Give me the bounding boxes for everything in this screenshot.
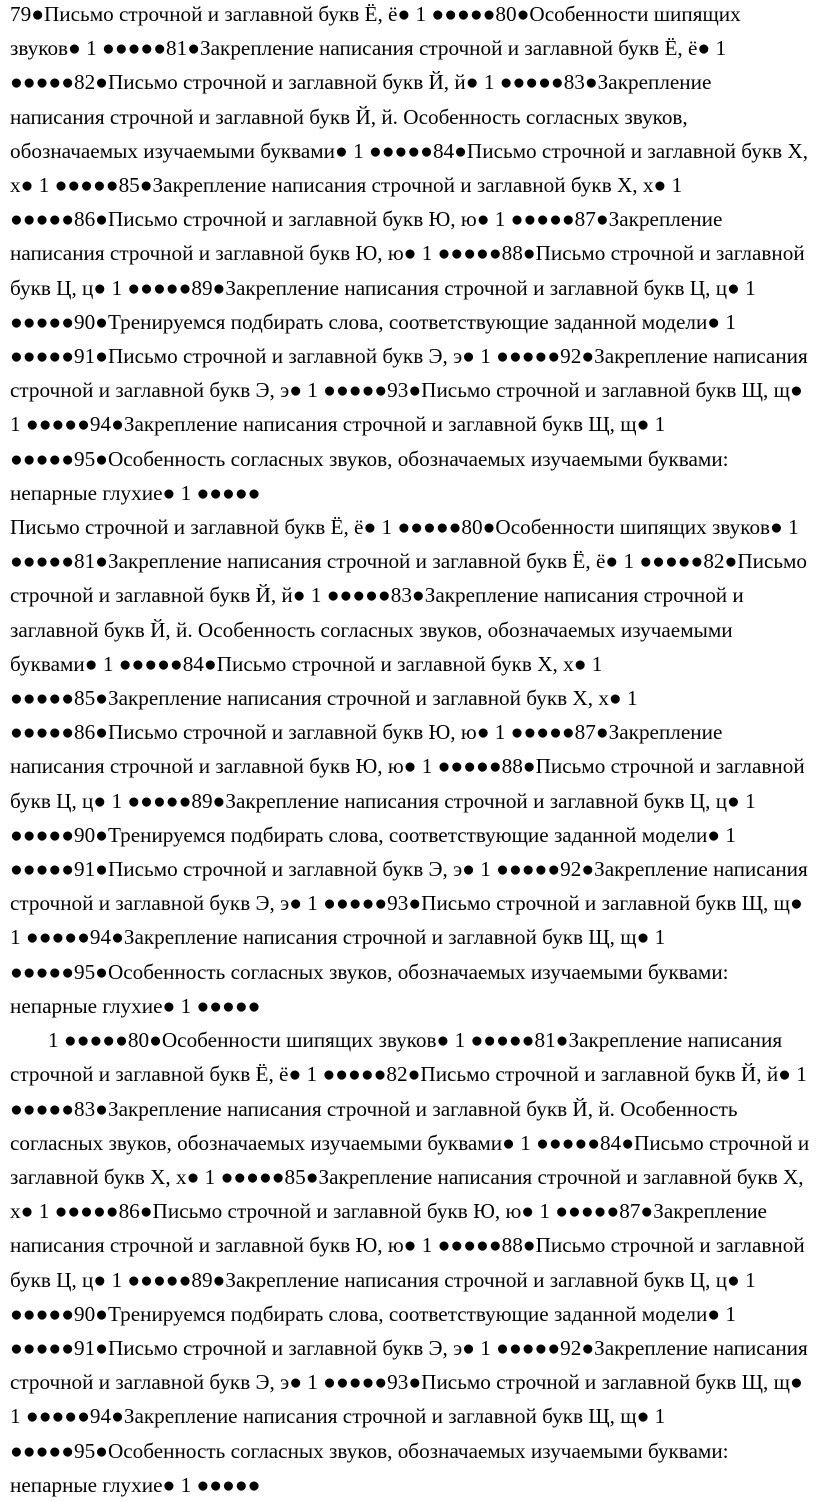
lesson-list-paragraph-3-text: 1 ●●●●●80●Особенности шипящих звуков● 1 ●●●●●81●Закрепление написания строчной и заглавной букв Ё, ё● 1 ●●●●●82●Письмо строчной и заглавной букв Й, й● 1 ●●●●●83●Закрепление написания строчной и заглавной букв Й, й. Особенность согласных звуков, обозначаемых изучаемыми буквами● 1 ●●●●●84●Письмо строчной и заглавной букв Х, х● 1 ●●●●●85●Закрепление написания строчной и заглавной букв Х, х● 1 ●●●●●86●Письмо строчной и заглавной букв Ю, ю● 1 ●●●●●87●Закрепление написания строчной и заглавной букв Ю, ю● 1 ●●●●●88●Письмо строчной и заглавной букв Ц, ц● 1 ●●●●●89●Закрепление написания строчной и заглавной букв Ц, ц● 1 ●●●●●90●Тренируемся подбирать слова, соответствующие заданной модели● 1 ●●●●●91●Письмо строчной и заглавной букв Э, э● 1 ●●●●●92●Закрепление написания строчной и заглавной букв Э, э● 1 ●●●●●93●Письмо строчной и заглавной букв Щ, щ● 1 ●●●●●94●Закрепление написания строчной и заглавной букв Щ, щ● 1 ●●●●●95●Особенность согласных звуков, обозначаемых изучаемыми буквами: непарные глухие● 1 ●●●●● [10,1028,810,1497]
lesson-list-paragraph-1: 79●Письмо строчной и заглавной букв Ё, ё● 1 ●●●●●80●Особенности шипящих звуков● 1 ●●●●●81●Закрепление написания строчной и заглавной букв Ё, ё● 1 ●●●●●82●Письмо строчной и заглавной букв Й, й● 1 ●●●●●83●Закрепление написания строчной и заглавной букв Й, й. Особенность согласных звуков, обозначаемых изучаемыми буквами● 1 ●●●●●84●Письмо строчной и заглавной букв Х, х● 1 ●●●●●85●Закрепление написания строчной и заглавной букв Х, х● 1 ●●●●●86●Письмо строчной и заглавной букв Ю, ю● 1 ●●●●●87●Закрепление написания строчной и заглавной букв Ю, ю● 1 ●●●●●88●Письмо строчной и заглавной букв Ц, ц● 1 ●●●●●89●Закрепление написания строчной и заглавной букв Ц, ц● 1 ●●●●●90●Тренируемся подбирать слова, соответствующие заданной модели● 1 ●●●●●91●Письмо строчной и заглавной букв Э, э● 1 ●●●●●92●Закрепление написания строчной и заглавной букв Э, э● 1 ●●●●●93●Письмо строчной и заглавной букв Щ, щ● 1 ●●●●●94●Закрепление написания строчной и заглавной букв Щ, щ● 1 ●●●●●95●Особенность согласных звуков, обозначаемых изучаемыми буквами: непарные глухие● 1 ●●●●● [10,2,809,505]
lesson-list-paragraph-2: Письмо строчной и заглавной букв Ё, ё● 1 ●●●●●80●Особенности шипящих звуков● 1 ●●●●●81●Закрепление написания строчной и заглавной букв Ё, ё● 1 ●●●●●82●Письмо строчной и заглавной букв Й, й● 1 ●●●●●83●Закрепление написания строчной и заглавной букв Й, й. Особенность согласных звуков, обозначаемых изучаемыми буквами● 1 ●●●●●84●Письмо строчной и заглавной букв Х, х● 1 ●●●●●85●Закрепление написания строчной и заглавной букв Х, х● 1 ●●●●●86●Письмо строчной и заглавной букв Ю, ю● 1 ●●●●●87●Закрепление написания строчной и заглавной букв Ю, ю● 1 ●●●●●88●Письмо строчной и заглавной букв Ц, ц● 1 ●●●●●89●Закрепление написания строчной и заглавной букв Ц, ц● 1 ●●●●●90●Тренируемся подбирать слова, соответствующие заданной модели● 1 ●●●●●91●Письмо строчной и заглавной букв Э, э● 1 ●●●●●92●Закрепление написания строчной и заглавной букв Э, э● 1 ●●●●●93●Письмо строчной и заглавной букв Щ, щ● 1 ●●●●●94●Закрепление написания строчной и заглавной букв Щ, щ● 1 ●●●●●95●Особенность согласных звуков, обозначаемых изучаемыми буквами: непарные глухие● 1 ●●●●● [10,515,808,1018]
lesson-list-paragraph-3 [10,1023,810,1502]
